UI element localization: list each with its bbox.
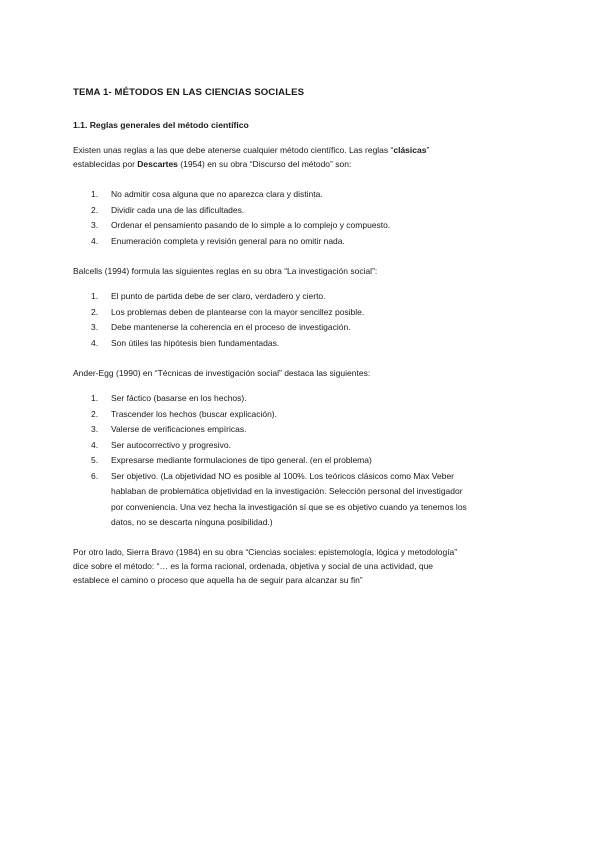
intro-line-2: establecidas por Descartes (1954) en su obra “Discurso del método” son: xyxy=(73,159,352,169)
list-item: 1. Ser fáctico (basarse en los hechos). xyxy=(91,393,247,403)
list-item: 1. El punto de partida debe de ser claro, verdadero y cierto. xyxy=(91,291,326,301)
balcells-intro: Balcells (1994) formula las siguientes reglas en su obra “La investigación social”: xyxy=(73,266,378,276)
sierra-paragraph: Por otro lado, Sierra Bravo (1984) en su obra “Ciencias sociales: epistemología, lógica y metodología” dice sobre el método: “… es la forma racional, ordenada, objetiva y social de una actividad, que establece el camino o proceso que aquella ha de seguir para alcanzar su fin” xyxy=(73,547,458,585)
list-item: 2. Dividir cada una de las dificultades. xyxy=(91,204,245,215)
list-item: 3. Ordenar el pensamiento pasando de lo simple a lo complejo y compuesto. xyxy=(91,220,391,230)
list-item: 6. Ser objetivo. (La objetividad NO es posible al 100%. Los teóricos clásicos como Max Veber hablaban de problemática objetividad en la investigación. Selección personal del investigador por conveniencia. Una vez hecha la investigación sí que se es objetivo cuando ya tenemos los datos, no se descarta ninguna posibilidad.) xyxy=(91,470,467,527)
intro-paragraph xyxy=(73,143,528,171)
anderegg-intro: Ander-Egg (1990) en “Técnicas de investigación social” destaca las siguientes: xyxy=(73,368,371,378)
intro-line-1: Existen unas reglas a las que debe atenerse cualquier método científico. Las reglas “clásicas” xyxy=(73,145,430,155)
list-item: 2. Los problemas deben de plantearse con la mayor sencillez posible. xyxy=(91,306,365,317)
section-heading: 1.1. Reglas generales del método científico xyxy=(73,120,249,130)
anderegg-rules-list xyxy=(0,391,600,531)
list-item: 3. Valerse de verificaciones empíricas. xyxy=(91,424,247,434)
list-item: 4. Enumeración completa y revisión general para no omitir nada. xyxy=(91,235,345,246)
list-item: 4. Ser autocorrectivo y progresivo. xyxy=(91,439,231,450)
balcells-rules-list xyxy=(0,289,600,351)
list-item: 1. No admitir cosa alguna que no aparezca clara y distinta. xyxy=(91,189,323,199)
page-title: TEMA 1- MÉTODOS EN LAS CIENCIAS SOCIALES xyxy=(73,87,305,98)
list-item: 3. Debe mantenerse la coherencia en el proceso de investigación. xyxy=(91,322,351,332)
descartes-rules-list xyxy=(0,187,600,249)
list-item: 4. Son útiles las hipótesis bien fundamentadas. xyxy=(91,337,280,348)
list-item: 2. Trascender los hechos (buscar explicación). xyxy=(91,408,277,419)
list-item: 5. Expresarse mediante formulaciones de tipo general. (en el problema) xyxy=(91,455,372,465)
